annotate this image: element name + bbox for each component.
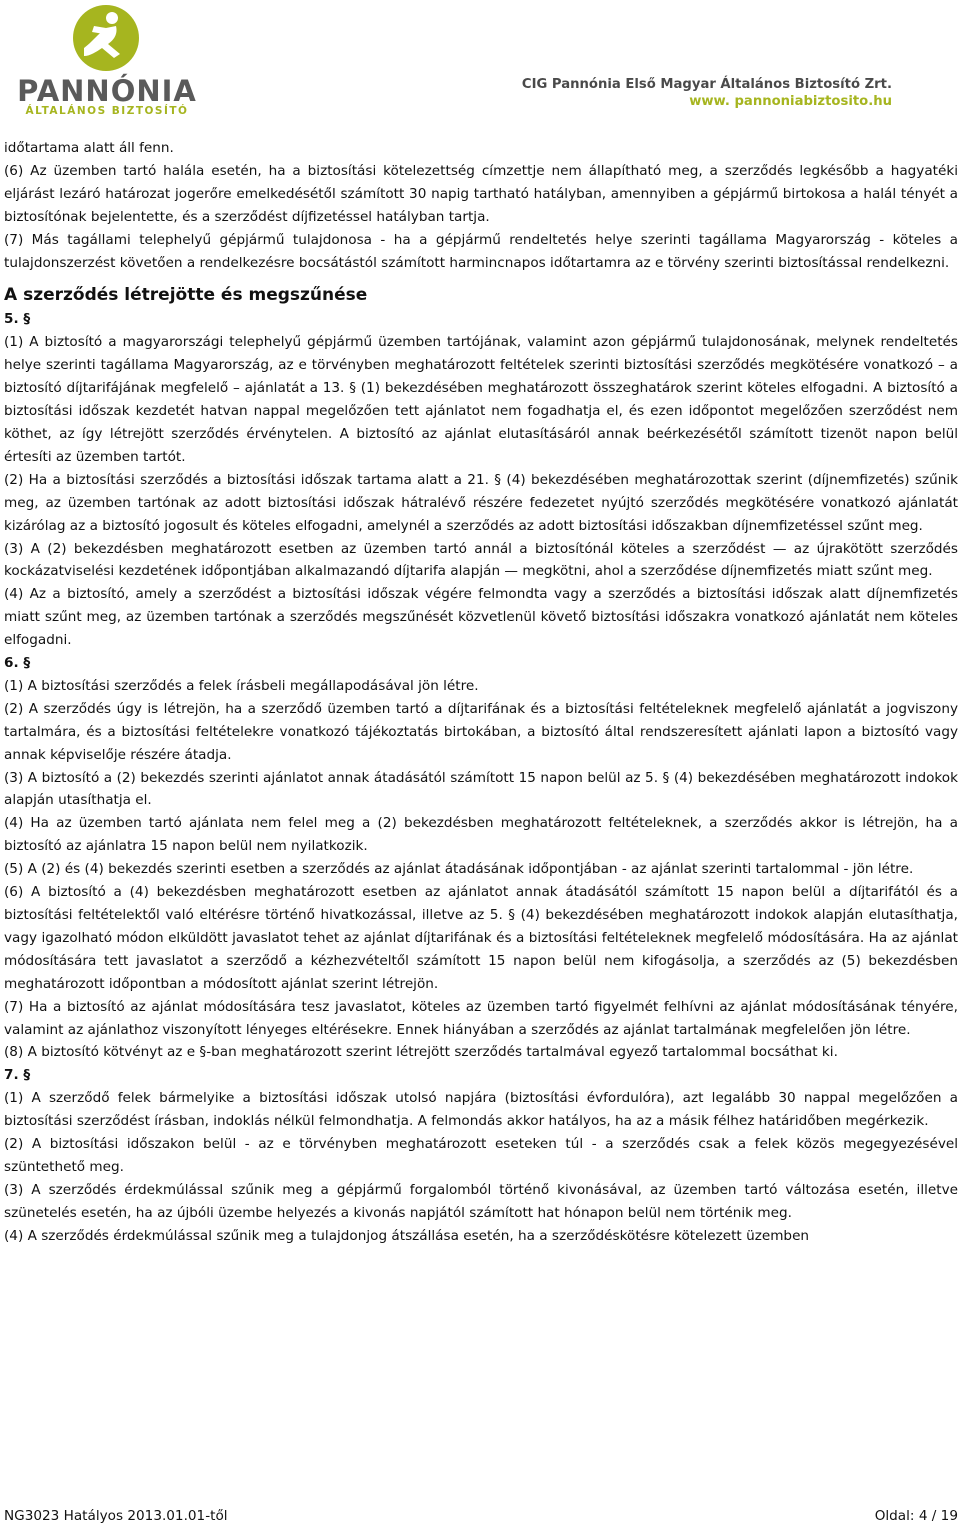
page-header bbox=[0, 0, 960, 120]
paragraph: (1) A biztosítási szerződés a felek írásbeli megállapodásával jön létre. bbox=[4, 677, 479, 694]
paragraph: (5) A (2) és (4) bekezdés szerinti esetben a szerződés az ajánlat átadásának időpontjában - az ajánlat szerinti tartalommal - jön létre. bbox=[4, 861, 914, 878]
paragraph: (1) A biztosító a magyarországi telephelyű gépjármű üzemben tartójának, valamint azon gépjármű tulajdonosának, melynek rendeltetés helye szerinti tagállama Magyarország, az e törvényben meghatározott feltételek szerinti biztosítási szerződés megkötésére vonatkozó – a biztosító díjtarifájának megfelelő – ajánlatát a 13. § (1) bekezdésében meghatározott összeghatárok szerint köteles elfogadni. A biztosító a biztosítási időszak kezdetét hatvan nappal megelőzően tett ajánlatot nem fogadhatja el, és ezen időpontot megelőzően szerződést nem köthet, az így létrejött szerződés érvénytelen. A biztosító az ajánlat elutasításáról annak beérkezésétől számított tizenöt napon belül értesíti az üzemben tartót. bbox=[4, 334, 958, 465]
paragraph: (8) A biztosító kötvényt az e §-ban meghatározott szerint létrejött szerződés tartalmával egyező tartalommal bocsáthat ki. bbox=[4, 1044, 838, 1061]
pannonia-logo bbox=[12, 4, 202, 117]
section-number: 7. § bbox=[4, 1067, 31, 1084]
paragraph: (7) Ha a biztosító az ajánlat módosítására tesz javaslatot, köteles az üzemben tartó figyelmét felhívni az ajánlat módosításának tényére, valamint az ajánlathoz viszonyított lényeges eltérésekre. Ennek hiányában a szerződés az ajánlat tartalmának megfelelően jön létre. bbox=[4, 998, 958, 1038]
paragraph: (3) A (2) bekezdésben meghatározott esetben az üzemben tartó annál a biztosítónál köteles a szerződést — az újrakötött szerződés kockázatviselési kezdetének időpontjában alkalmazandó díjtarifa alapján — megkötni, ahol a szerződése díjnemfizetés miatt szűnt meg. bbox=[4, 540, 958, 580]
runner-emblem-icon bbox=[66, 4, 146, 72]
paragraph: (1) A szerződő felek bármelyike a biztosítási időszak utolsó napjára (biztosítási évfordulóra), azt legalább 30 nappal megelőzően a biztosítási szerződést írásban, indoklás nélkül felmondhatja. A felmondás akkor hatályos, ha az a másik félhez határidőben megérkezik. bbox=[4, 1090, 958, 1130]
paragraph: időtartama alatt áll fenn. bbox=[4, 140, 174, 156]
paragraph: (4) A szerződés érdekmúlással szűnik meg a tulajdonjog átszállása esetén, ha a szerződéskötésre kötelezett üzemben bbox=[4, 1227, 810, 1244]
paragraph: (2) A biztosítási időszakon belül - az e törvényben meghatározott eseteken túl - a szerződés csak a felek közös megegyezésével szüntethető meg. bbox=[4, 1136, 958, 1175]
paragraph: (7) Más tagállami telephelyű gépjármű tulajdonosa - ha a gépjármű rendeltetés helye szerinti tagállama Magyarország - köteles a tulajdonszerzést követően a rendelkezésre bocsátástól számított harmincnapos időtartamra az e törvény szerinti biztosítással rendelkezni. bbox=[4, 231, 958, 271]
paragraph: (3) A biztosító a (2) bekezdés szerinti ajánlatot annak átadásától számított 15 napon belül az 5. § (4) bekezdésében meghatározott indokok alapján utasíthatja el. bbox=[4, 769, 958, 809]
section-number: 6. § bbox=[4, 655, 31, 672]
logo-subtitle: ÁLTALÁNOS BIZTOSÍTÓ bbox=[25, 105, 189, 117]
document-body bbox=[4, 137, 958, 1248]
page-number: Oldal: 4 / 19 bbox=[874, 1508, 958, 1524]
paragraph: (4) Ha az üzemben tartó ajánlata nem felel meg a (2) bekezdésben meghatározott feltételeknek, a szerződés akkor is létrejön, ha a biztosító az ajánlatra 15 napon belül nem nyilatkozik. bbox=[4, 815, 958, 855]
paragraph: (2) A szerződés úgy is létrejön, ha a szerződő üzemben tartó a díjtarifának és a biztosítási feltételeknek megfelelő ajánlatát a jogviszony tartalmára, és a biztosítási feltételekre vonatkozó tájékoztatás birtokában, a biztosító által rendszeresített ajánlati lapon a biztosító vagy annak képviselője részére átadja. bbox=[4, 700, 958, 763]
company-name: CIG Pannónia Első Magyar Általános Biztosító Zrt. bbox=[521, 77, 892, 92]
paragraph: (2) Ha a biztosítási szerződés a biztosítási időszak tartama alatt a 21. § (4) bekezdésében meghatározottak szerint (díjnemfizetés) szűnik meg, az üzemben tartónak az adott biztosítási időszak hátralévő részére fedezetet nyújtó szerződés megkötésére vonatkozó ajánlatát kizárólag az a biztosító jogosult és köteles elfogadni, amelynél a szerződés az adott biztosítási időszakban díjnemfizetéssel szűnt meg. bbox=[4, 471, 958, 534]
paragraph: (4) Az a biztosító, amely a szerződést a biztosítási időszak végére felmondta vagy a szerződés a biztosítási időszak alatt díjnemfizetés miatt szűnt meg, az üzemben tartónak a szerződés megszűnését közvetlenül követő biztosítási időszakra vonatkozó ajánlatát nem köteles elfogadni. bbox=[4, 586, 958, 649]
section-heading: A szerződés létrejötte és megszűnése bbox=[4, 285, 368, 306]
document-id: NG3023 Hatályos 2013.01.01-től bbox=[4, 1508, 228, 1524]
section-number: 5. § bbox=[4, 311, 31, 328]
paragraph: (3) A szerződés érdekmúlással szűnik meg a gépjármű forgalomból történő kivonásával, az üzemben tartó változása esetén, illetve szünetelés esetén, ha az újbóli üzembe helyezés a kivonás napjától számított hat hónapon belül nem történik meg. bbox=[4, 1181, 958, 1221]
paragraph: (6) A biztosító a (4) bekezdésben meghatározott esetben az ajánlatot annak átadásától számított 15 napon belül a díjtarifától és a biztosítási feltételektől való eltérésre történő hivatkozással, illetve az 5. § (4) bekezdésében meghatározott indokok alapján elutasíthatja, vagy igazolható módon elküldött javaslatot tehet az ajánlat díjtarifának és a biztosítási feltételeknek megfelelő módosítására. Ha az ajánlat módosítására tett javaslatot a szerződő a kézhezvételtől számított 15 napon belül nem kifogásolja, a szerződés az (5) bekezdésben meghatározott időpontban a módosított ajánlat szerint létrejön. bbox=[4, 884, 958, 992]
logo-name: PANNÓNIA bbox=[17, 74, 197, 108]
website-link[interactable]: www. pannoniabiztosito.hu bbox=[689, 94, 892, 109]
paragraph: (6) Az üzemben tartó halála esetén, ha a biztosítási kötelezettség címzettje nem állapítható meg, a szerződés legkésőbb a hagyatéki eljárást lezáró határozat jogerőre emelkedésétől számított 30 napig tartható hatályban, amennyiben a gépjármű birtokosa a halál tényét a biztosítónak bejelentette, és a szerződést díjfizetéssel hatályban tartja. bbox=[4, 162, 958, 225]
page-footer bbox=[4, 1508, 958, 1530]
